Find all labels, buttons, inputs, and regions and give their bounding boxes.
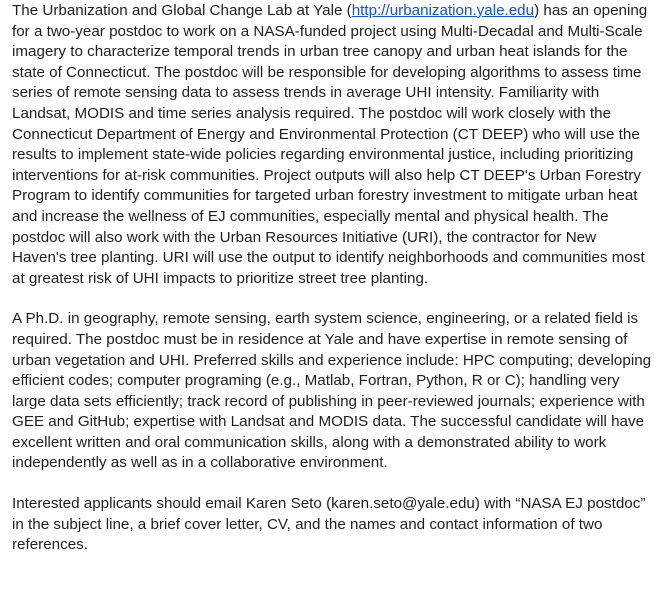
paragraph-lab-opening bbox=[12, 1, 652, 289]
paragraph-application-instructions: Interested applicants should email Karen Seto (karen.seto@yale.edu) with “NASA EJ postdoc” in the subject line, a brief cover letter, CV, and the names and contact information of two references. bbox=[12, 495, 646, 554]
paragraph-lab-opening-intro: The Urbanization and Global Change Lab at Yale ( bbox=[12, 2, 352, 19]
paragraph-requirements: A Ph.D. in geography, remote sensing, earth system science, engineering, or a related field is required. The postdoc must be in residence at Yale and have expertise in remote sensing of urban vegetation and UHI. Preferred skills and experience include: HPC computing; developing efficient codes; computer programing (e.g., Matlab, Fortran, Python, R or C); handling very large data sets efficiently; track record of publishing in peer-reviewed journals; experience with GEE and GitHub; expertise with Landsat and MODIS data. The successful candidate will have excellent written and oral communication skills, along with a demonstrated ability to work independently as well as in a collaborative environment. bbox=[12, 310, 652, 472]
lab-website-link[interactable]: http://urbanization.yale.edu bbox=[351, 2, 535, 19]
paragraph-lab-opening-body: ) has an opening for a two-year postdoc to work on a NASA-funded project using Multi-Decadal and Multi-Scale imagery to characterize temporal trends in urban tree canopy and urban heat islands for the state of Connecticut. The postdoc will be responsible for developing algorithms to assess time series of remote sensing data to assess trends in average UHI intensity. Familiarity with Landsat, MODIS and time series analysis required. The postdoc will work closely with the Connecticut Department of Energy and Environmental Protection (CT DEEP) who will use the results to implement state-wide policies regarding environmental justice, including prioritizing interventions for at-risk communities. Project outputs will also help CT DEEP's Urban Forestry Program to identify communities for targeted urban forestry investment to mitigate urban heat and increase the wellness of EJ communities, especially mental and physical health. The postdoc will also work with the Urban Resources Initiative (URI), the contractor for New Haven's tree planting. URI will use the output to identify neighborhoods and communities most at greatest risk of UHI impacts to prioritize street tree planting. bbox=[12, 2, 648, 287]
job-posting-document bbox=[12, 1, 652, 556]
